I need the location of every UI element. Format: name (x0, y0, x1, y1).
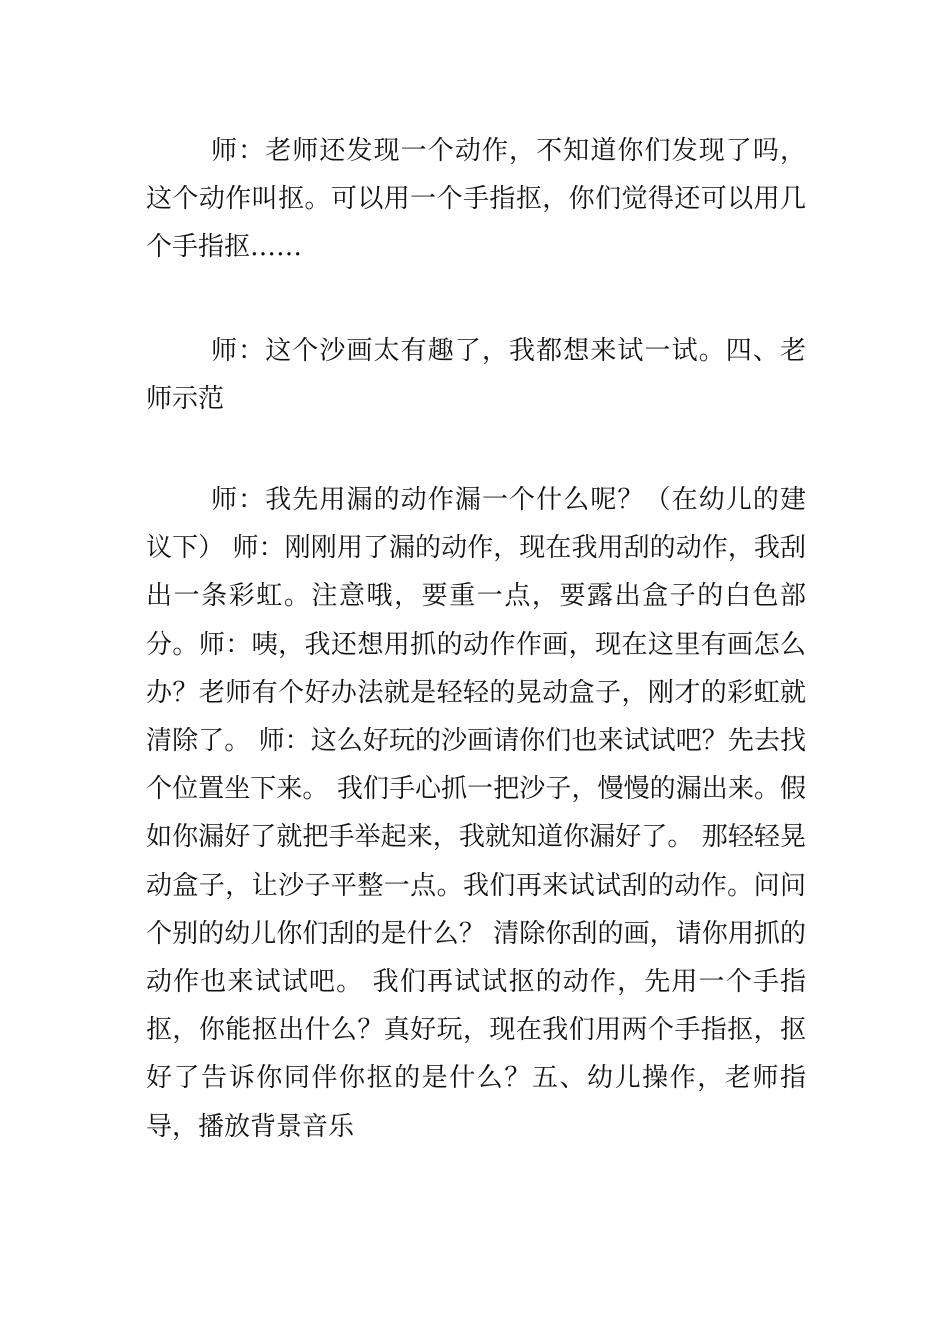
paragraph-activity-steps: 师：我先用漏的动作漏一个什么呢？（在幼儿的建议下） 师：刚刚用了漏的动作，现在我用刮的动作，我刮出一条彩虹。注意哦，要重一点，要露出盒子的白色部分。师：咦，我还想用抓的动作作画，现在这里有画怎么办？老师有个好办法就是轻轻的晃动盒子，刚才的彩虹就清除了。 师：这么好玩的沙画请你们也来试试吧？先去找个位置坐下来。 我们手心抓一把沙子，慢慢的漏出来。假如你漏好了就把手举起来，我就知道你漏好了。 那轻轻晃动盒子，让沙子平整一点。我们再来试试刮的动作。问问个别的幼儿你们刮的是什么？ 清除你刮的画，请你用抓的动作也来试试吧。 我们再试试抠的动作，先用一个手指抠，你能抠出什么？真好玩，现在我们用两个手指抠，抠好了告诉你同伴你抠的是什么？五、幼儿操作，老师指导，播放背景音乐 (146, 485, 806, 1142)
paragraph-finger-scraping: 师：老师还发现一个动作，不知道你们发现了吗，这个动作叫抠。可以用一个手指抠，你们觉得还可以用几个手指抠…… (146, 136, 806, 263)
paragraph-teacher-demo: 师：这个沙画太有趣了，我都想来试一试。四、老师示范 (146, 336, 806, 415)
